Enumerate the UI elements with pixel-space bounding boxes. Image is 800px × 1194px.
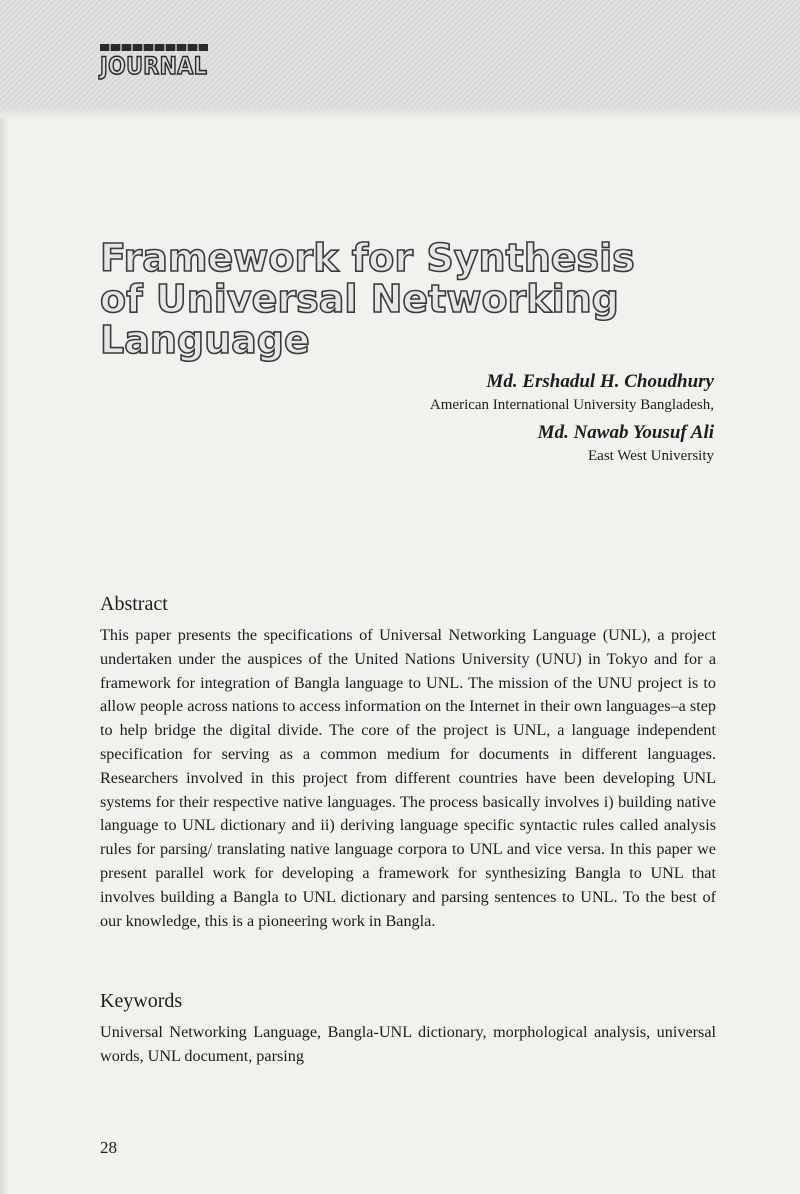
journal-header-band	[0, 0, 800, 118]
author-name-2: Md. Nawab Yousuf Ali	[537, 422, 714, 443]
abstract-heading: Abstract	[100, 593, 168, 615]
author-affiliation-2: East West University	[588, 448, 714, 464]
keywords-heading: Keywords	[100, 990, 183, 1012]
author-name-1: Md. Ershadul H. Choudhury	[486, 371, 714, 392]
abstract-text: This paper presents the specifications of Universal Networking Language (UNL), a project undertaken under the auspices of the United Nations University (UNU) in Tokyo and for a framework for integration of Bangla language to UNL. The mission of the UNU project is to allow people across nations to access information on the Internet in their own languages–a step to help bridge the digital divide. The core of the project is UNL, a language independent specification for serving as a common medium for documents in different languages. Researchers involved in this project from different countries have been developing UNL systems for their respective native languages. The process basically involves i) building native language to UNL dictionary and ii) deriving language specific syntactic rules called analysis rules for parsing/ translating native language corpora to UNL and vice versa. In this paper we present parallel work for developing a framework for synthesizing Bangla to UNL that involves building a Bangla to UNL dictionary and parsing sentences to UNL. To the best of our knowledge, this is a pioneering work in Bangla.	[100, 626, 716, 930]
article-title: Framework for Synthesis of Universal Networking Language	[100, 236, 635, 362]
journal-logo-text: JOURNAL	[100, 52, 208, 80]
author-block	[154, 370, 714, 472]
keywords-text: Universal Networking Language, Bangla-UNL dictionary, morphological analysis, universal words, UNL document, parsing	[100, 1023, 716, 1065]
author-affiliation-1: American International University Bangladesh,	[429, 397, 714, 413]
page-edge-shadow	[0, 0, 8, 1194]
journal-logo-bar	[100, 44, 208, 51]
page-number: 28	[100, 1138, 117, 1157]
journal-logo	[100, 44, 208, 81]
